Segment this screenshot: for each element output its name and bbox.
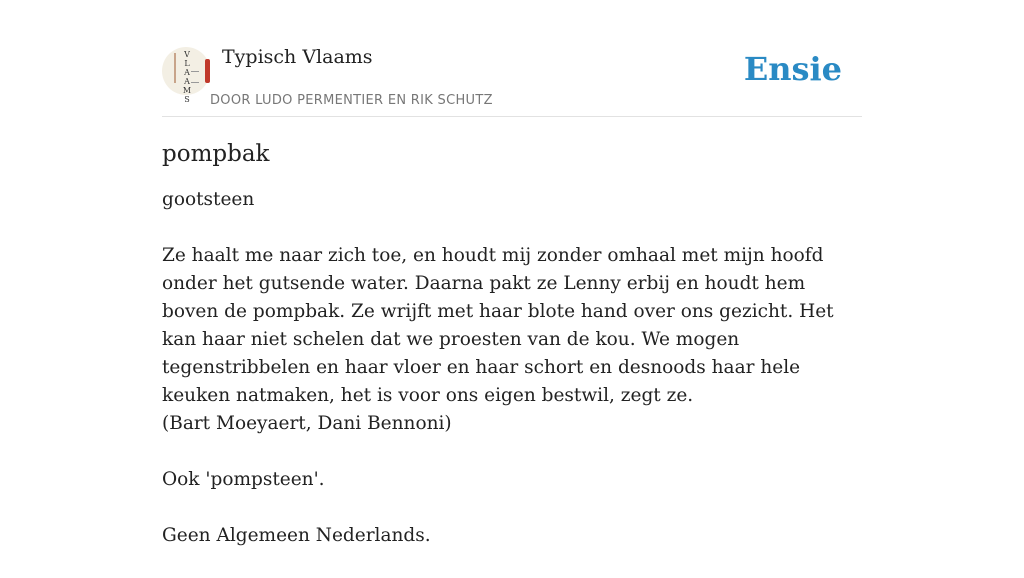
logo-letters: V L A A M S [182,50,192,104]
entry-footer-note: Geen Algemeen Nederlands. [162,525,431,546]
entry-content [162,138,862,578]
logo-lines [191,71,199,83]
byline: DOOR LUDO PERMENTIER EN RIK SCHUTZ [210,93,493,108]
book-logo[interactable] [162,47,210,104]
logo-accent [174,53,176,83]
entry-word: pompbak [162,141,270,167]
quote-source: (Bart Moeyaert, Dani Bennoni) [162,413,452,434]
ensie-logo[interactable]: Ensie [743,50,842,88]
entry-note: Ook 'pompsteen'. [162,469,325,490]
logo-red-mark [205,59,210,83]
site-title[interactable]: Typisch Vlaams [222,46,373,68]
quote-text: Ze haalt me naar zich toe, en houdt mij zonder omhaal met mijn hoofd onder het gutsende water. Daarna pakt ze Lenny erbij en houdt hem boven de pompbak. Ze wrijft met haar blote hand over ons gezicht. Het kan haar niet schelen dat we proesten van de kou. We mogen tegenstribbelen en haar vloer en haar schort en desnoods haar hele keuken natmaken, het is voor ons eigen bestwil, zegt ze. [162,245,834,406]
entry-quote [162,242,862,438]
site-header [162,40,862,117]
entry-definition: gootsteen [162,189,255,210]
